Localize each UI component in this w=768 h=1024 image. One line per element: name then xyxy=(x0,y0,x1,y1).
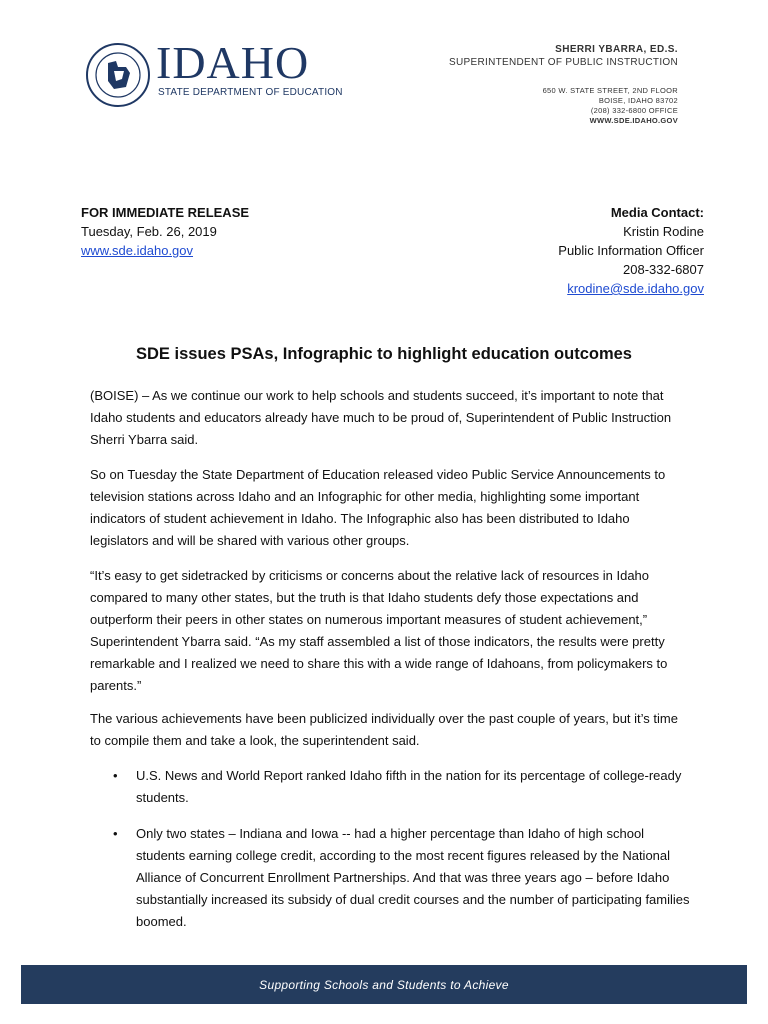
bullet-text: U.S. News and World Report ranked Idaho fifth in the nation for its percentage of college-ready students. xyxy=(136,768,682,805)
address-city: BOISE, IDAHO 83702 xyxy=(598,96,678,105)
paragraph-text: “It’s easy to get sidetracked by criticisms or concerns about the relative lack of resources in Idaho compared to many other states, but the truth is that Idaho students defy those expectations and outperform their peers in other states on numerous important measures of student achievement,” Superintendent Ybarra said. “As my staff assembled a list of those indicators, the results were pretty remarkable and I realized we need to share this with a wide range of Idahoans, from policymakers to parents.” xyxy=(90,568,668,693)
address-block xyxy=(543,86,678,126)
media-contact-name: Kristin Rodine xyxy=(623,224,704,239)
release-info xyxy=(81,203,249,260)
footer-banner xyxy=(21,965,747,1004)
bullet-text: Only two states – Indiana and Iowa -- had a higher percentage than Idaho of high school students earning college credit, according to the most recent figures released by the National Alliance of Concurrent Enrollment Partnerships. And that was three years ago – before Idaho substantially increased its subsidy of dual credit courses and the number of participating families boomed. xyxy=(136,826,690,929)
paragraph-text: (BOISE) – As we continue our work to help schools and students succeed, it’s important to note that Idaho students and educators already have much to be proud of, Superintendent of Public Instruction Sherri Ybarra said. xyxy=(90,388,672,447)
headline: SDE issues PSAs, Infographic to highlight education outcomes xyxy=(136,345,632,363)
paragraph-text: The various achievements have been publicized individually over the past couple of years, but it’s time to compile them and take a look, the superintendent said. xyxy=(90,711,678,748)
bullet-list-item xyxy=(113,823,693,933)
release-date: Tuesday, Feb. 26, 2019 xyxy=(81,224,217,239)
idaho-wordmark: IDAHO xyxy=(156,37,310,88)
address-website: WWW.SDE.IDAHO.GOV xyxy=(589,116,678,125)
bullet-icon: • xyxy=(113,826,118,841)
superintendent-title: SUPERINTENDENT OF PUBLIC INSTRUCTION xyxy=(449,57,678,68)
media-contact-title: Public Information Officer xyxy=(558,243,704,258)
media-contact-label: Media Contact: xyxy=(610,205,704,220)
bullet-icon: • xyxy=(113,768,118,783)
department-name: STATE DEPARTMENT OF EDUCATION xyxy=(158,87,343,98)
paragraph-text: So on Tuesday the State Department of Education released video Public Service Announcements to television stations across Idaho and an Infographic for other media, highlighting some important indicators of student achievement in Idaho. The Infographic also has been distributed to Idaho legislators and will be shared with various other groups. xyxy=(90,467,666,548)
media-contact-email-link[interactable]: krodine@sde.idaho.gov xyxy=(567,281,704,296)
media-contact xyxy=(558,203,704,298)
address-street: 650 W. STATE STREET, 2ND FLOOR xyxy=(542,86,678,95)
superintendent-block xyxy=(449,44,678,68)
address-phone: (208) 332-6800 OFFICE xyxy=(590,106,678,115)
paragraph-quote xyxy=(90,565,688,697)
superintendent-name: SHERRI YBARRA, ED.S. xyxy=(555,44,678,55)
bullet-list-item xyxy=(113,765,693,809)
release-label: FOR IMMEDIATE RELEASE xyxy=(81,205,250,220)
paragraph-psa xyxy=(90,464,688,552)
department-seal-logo xyxy=(86,43,150,107)
footer-tagline: Supporting Schools and Students to Achieve xyxy=(259,977,509,992)
release-website-link[interactable]: www.sde.idaho.gov xyxy=(81,243,194,258)
paragraph-intro xyxy=(90,385,688,451)
paragraph-achievements xyxy=(90,708,688,752)
media-contact-phone: 208-332-6807 xyxy=(623,262,704,277)
